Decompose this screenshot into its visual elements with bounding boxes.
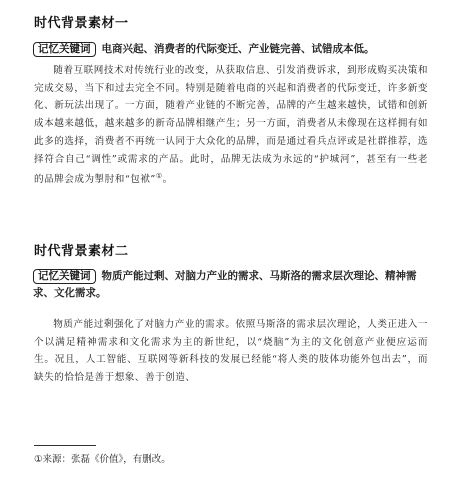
keyword-badge-2: 记忆关键词 — [33, 269, 96, 284]
footnote: ①来源：张磊《价值》，有删改。 — [34, 454, 171, 465]
section-title-2: 时代背景素材二 — [34, 244, 129, 259]
paragraph-1: 随着互联网技术对传统行业的改变，从获取信息、引发消费诉求，到形成购买决策和完成交易，当下和过去完全不同。特别是随着电商的兴起和消费者的代际变迁，许多新变化、新玩法出现了。一方面，随着产业链的不断完善，品牌的产生越来越快，试错和创新成本越来越低，越来越多的新奇品牌相继产生；另一方面，消费者从未像现在这样拥有如此多的选择，消费者不再统一认同于大众化的品牌，而是通过看兵点评或是社群推荐，选择符合自己“调性”或需求的产品。此时，品牌无法成为永远的“护城河”，甚至有一些老的品牌会成为掣肘和“包袱”①。 — [34, 65, 428, 186]
keyword-row-2 — [33, 268, 433, 302]
paragraph-1-text: 随着互联网技术对传统行业的改变，从获取信息、引发消费诉求，到形成购买决策和完成交易，当下和过去完全不同。特别是随着电商的兴起和消费者的代际变迁，许多新变化、新玩法出现了。一方面，随着产业链的不断完善，品牌的产生越来越快，试错和创新成本越来越低，越来越多的新奇品牌相继产生；另一方面，消费者从未像现在这样拥有如此多的选择，消费者不再统一认同于大众化的品牌，而是通过看兵点评或是社群推荐，选择符合自己“调性”或需求的产品。此时，品牌无法成为永远的“护城河”，甚至有一些老的品牌会成为掣肘和“包袱” — [34, 65, 428, 186]
section-title-1: 时代背景素材一 — [34, 16, 129, 31]
keyword-row-1 — [33, 41, 433, 58]
keyword-text-2: 物质产能过剩、对脑力产业的需求、马斯洛的需求层次理论、精神需求、文化需求。 — [33, 270, 417, 299]
paragraph-2: 物质产能过剩强化了对脑力产业的需求。依照马斯洛的需求层次理论，人类正进入一个以满足精神需求和文化需求为主的新世纪，以“烧脑”为主的文化创意产业便应运而生。况且，人工智能、互联网等新科技的发展已经能“将人类的肢体功能外包出去”，而缺失的恰恰是善于想象、善于创造、 — [34, 319, 428, 384]
footnote-divider — [34, 445, 96, 446]
keyword-badge-1: 记忆关键词 — [33, 42, 96, 57]
footnote-ref: ① — [155, 172, 163, 181]
keyword-text-1: 电商兴起、消费者的代际变迁、产业链完善、试错成本低。 — [101, 43, 375, 55]
